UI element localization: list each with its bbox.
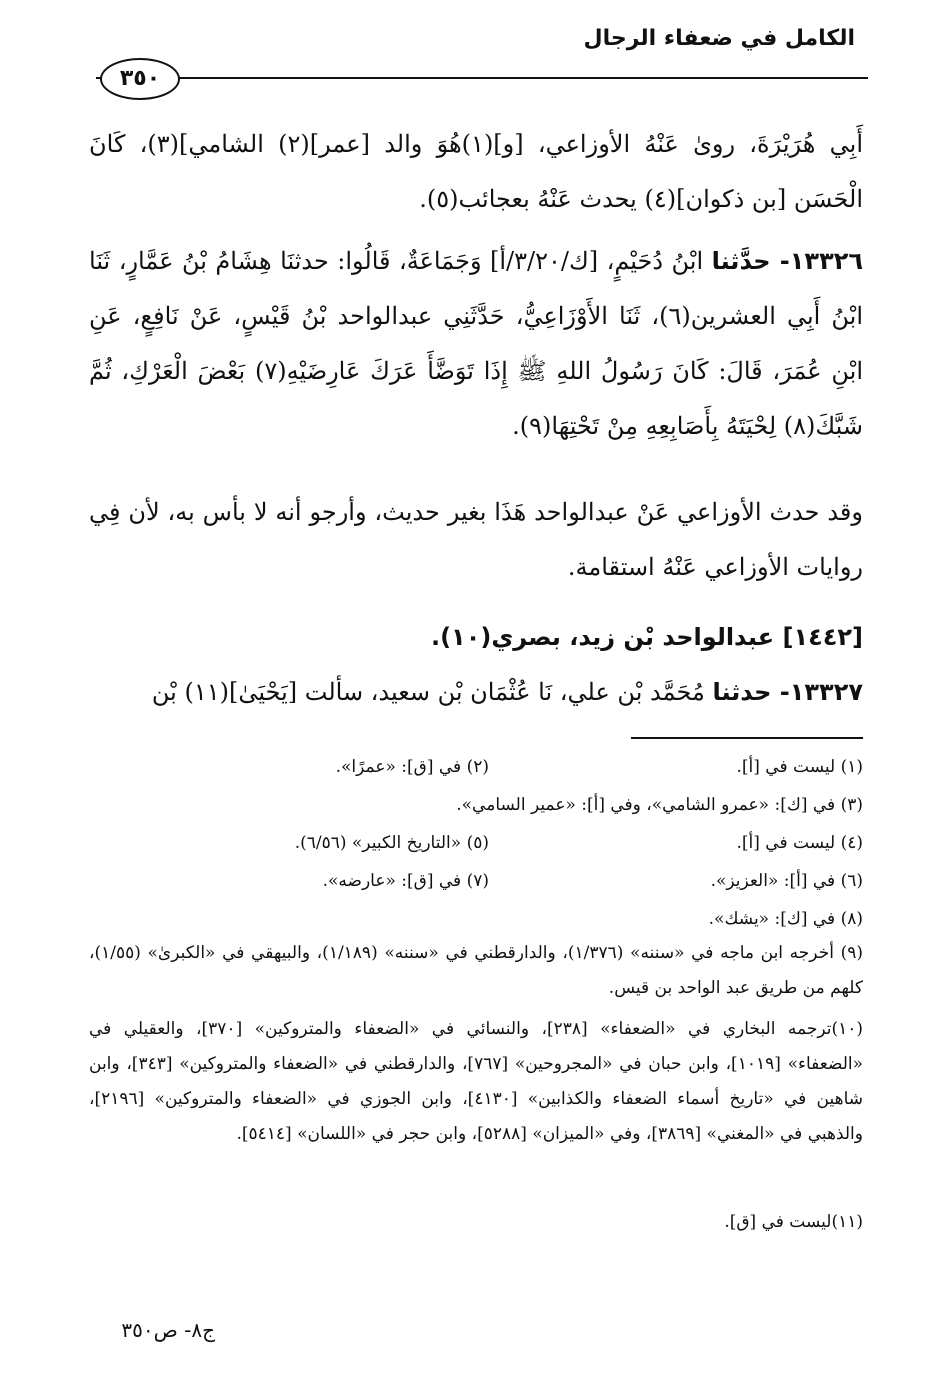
page-number: ٣٥٠ (100, 58, 180, 100)
footnote-4: (٤) ليست في [أ]. (736, 833, 863, 853)
hadith-text-13326: ابْنُ دُحَيْمٍ، [ك/٣/٢٠/أ] وَجَمَاعَةٌ، قَالُوا: حدثنَا هِشَامُ بْنُ عَمَّارٍ، ثَنَا ابْنُ أَبِي العشرين(٦)، ثَنَا الأَوْزَاعِيُّ، حَدَّثَنِي عبدالواحد بْنُ قَيْسٍ، عَنْ نَافِعٍ، عَنِ ابْنِ عُمَرَ، قَالَ: كَانَ رَسُولُ اللهِ ﷺ إِذَا تَوَضَّأَ عَرَكَ عَارِضَيْهِ(٧) بَعْضَ الْعَرْكِ، ثُمَّ شَبَّكَ(٨) لِحْيَتَهُ بِأَصَابِعِهِ مِنْ تَحْتِهَا(٩). (89, 247, 864, 440)
footnote-row (89, 900, 863, 938)
footnote-row (89, 748, 863, 786)
entry-heading-1442: [١٤٤٢] عبدالواحد بْن زيد، بصري(١٠). (430, 623, 863, 651)
footnote-row (89, 824, 863, 862)
header-rule (96, 77, 868, 79)
hadith-text-13327: مُحَمَّد بْن علي، نَا عُثْمَان بْن سعيد، سألت [يَحْيَىٰ](١١) بْن (151, 678, 713, 706)
footnote-empty (115, 900, 489, 938)
running-header-title: الكامل في ضعفاء الرجال (583, 26, 855, 51)
footnote-6: (٦) في [أ]: «العزيز». (710, 871, 863, 891)
footnote-1: (١) ليست في [أ]. (736, 757, 863, 777)
footnotes-short (89, 748, 863, 938)
footnote-row (89, 786, 863, 824)
footnote-empty (115, 786, 489, 824)
page-reference: ج٨- ص٣٥٠ (121, 1318, 215, 1342)
footnote-row (89, 862, 863, 900)
footnote-10: (١٠)ترجمه البخاري في «الضعفاء» [٢٣٨]، والنسائي في «الضعفاء والمتروكين» [٣٧٠]، والعقيلي في «الضعفاء» [١٠١٩]، وابن حبان في «المجروحين» [٧٦٧]، والدارقطني في «الضعفاء والمتروكين» [٣٤٣]، وابن شاهين في «تاريخ أسماء الضعفاء والكذابين» [٤١٣٠]، وابن الجوزي في «الضعفاء والمتروكين» [٢١٩٦]، والذهبي في «المغني» [٣٨٦٩]، وفي «الميزان» [٥٢٨٨]، وابن حجر في «اللسان» [٥٤١٤]. (89, 1019, 864, 1144)
paragraph-hadith-13327 (89, 665, 863, 720)
hadith-number-13327: ١٣٣٢٧- حدثنا (712, 678, 863, 706)
paragraph-1: أَبِي هُرَيْرَةَ، روىٰ عَنْهُ الأوزاعي، [و](١)هُوَ والد [عمر](٢) الشامي](٣)، كَانَ الْحَسَن [بن ذكوان](٤) يحدث عَنْهُ بعجائب(٥). (89, 130, 864, 213)
footnote-5: (٥) «التاريخ الكبير» (٦/٥٦). (294, 833, 489, 853)
footnote-11: (١١)ليست في [ق]. (724, 1212, 863, 1232)
footnote-9: (٩) أخرجه ابن ماجه في «سننه» (١/٣٧٦)، والدارقطني في «سننه» (١/١٨٩)، والبيهقي في «الكبرىٰ» (١/٥٥)، كلهم من طريق عبد الواحد بن قيس. (89, 943, 863, 998)
footnote-3: (٣) في [ك]: «عمرو الشامي»، وفي [أ]: «عمير السامي». (456, 795, 863, 815)
paragraph-commentary: وقد حدث الأوزاعي عَنْ عبدالواحد هَذَا بغير حديث، وأرجو أنه لا بأس به، لأن فِي روايات الأوزاعي عَنْهُ استقامة. (89, 498, 863, 581)
hadith-number-13326: ١٣٣٢٦- حدَّثنا (711, 247, 864, 275)
footnote-7: (٧) في [ق]: «عارضه». (322, 871, 489, 891)
footnote-2: (٢) في [ق]: «عمرًا». (335, 757, 489, 777)
footnote-separator (631, 737, 863, 739)
paragraph-hadith-13326 (89, 234, 863, 454)
footnote-8: (٨) في [ك]: «يشك». (708, 909, 863, 929)
